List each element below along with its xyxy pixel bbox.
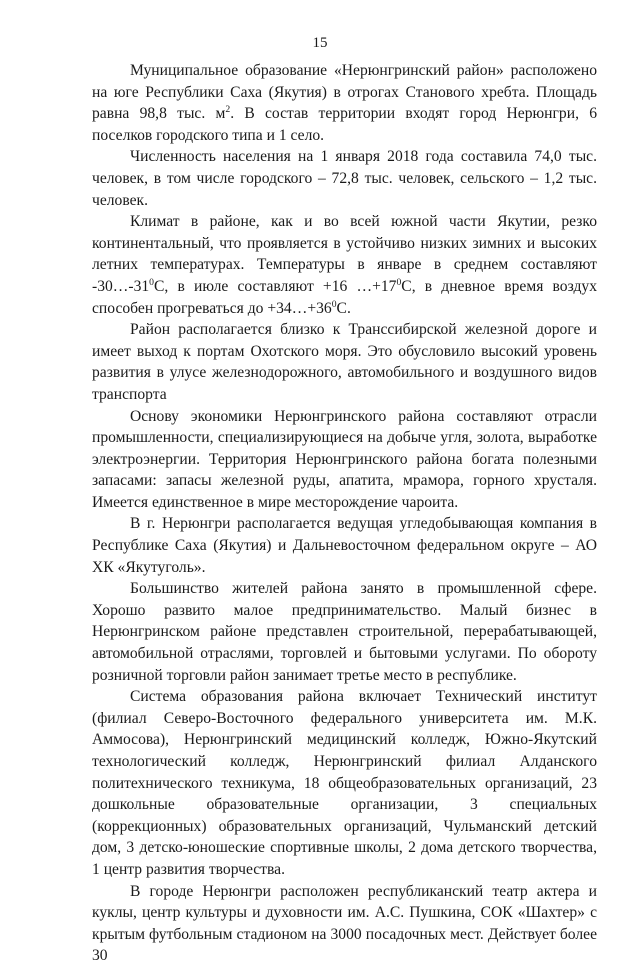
text-run: Район располагается близко к Транссибирской железной дороге и имеет выход к портам Охотского моря. Это обусловило высокий уровень развития в улусе железнодорожного, автомобильного и воздушного видов транспорта <box>92 321 597 403</box>
text-run: . В состав территории входят город Нерюнгри, 6 поселков городского типа и 1 село. <box>92 105 598 144</box>
superscript: 2 <box>225 104 231 115</box>
text-run: С, в июле составляют +16 …+17 <box>154 277 397 295</box>
superscript: 0 <box>149 276 154 288</box>
paragraph-location <box>92 60 597 146</box>
text-run: С, в дневное время воздух способен прогреваться до +34…+36 <box>92 277 597 317</box>
document-body <box>92 60 597 967</box>
paragraph-culture <box>92 881 597 967</box>
superscript: 0 <box>331 298 337 310</box>
paragraph-economy <box>92 406 597 514</box>
text-run: Численность населения на 1 января 2018 года составила 74,0 тыс. человек, в том числе городского – 72,8 тыс. человек, сельского – 1,2 тыс. человек. <box>92 148 597 209</box>
text-run: Муниципальное образование «Нерюнгринский район» расположено на юге Республики Саха (Якутия) в отрогах Станового хребта. Площадь равна 98,8 тыс. м <box>92 62 597 123</box>
text-run: С. <box>336 299 351 317</box>
superscript: 0 <box>396 276 402 288</box>
paragraph-education <box>92 686 597 880</box>
paragraph-transport <box>92 319 597 405</box>
text-run: Основу экономики Нерюнгринского района составляют отрасли промышленности, специализирующиеся на добыче угля, золота, выработке электроэнергии. Территория Нерюнгринского района богата полезными запасами: запасы железной руды, апатита, мрамора, горного хрусталя. Имеется единственное в мире месторождение чароита. <box>92 407 597 511</box>
text-run: В г. Нерюнгри располагается ведущая угледобывающая компания в Республике Саха (Якутия) и Дальневосточном федеральном округе – АО ХК «Якутуголь». <box>92 515 597 576</box>
text-run: Большинство жителей района занято в промышленной сфере. Хорошо развито малое предпринимательство. Малый бизнес в Нерюнгринском районе представлен строительной, перерабатывающей, автомобильной отраслями, торговлей и бытовыми услугами. По обороту розничной торговли район занимает третье место в республике. <box>92 580 597 684</box>
paragraph-industry-business <box>92 578 597 686</box>
paragraph-coal-company <box>92 513 597 578</box>
page-number: 15 <box>312 35 328 51</box>
text-run: В городе Нерюнгри расположен республиканский театр актера и куклы, центр культуры и духовности им. А.С. Пушкина, СОК «Шахтер» с крытым футбольным стадионом на 3000 посадочных мест. Действует более 30 <box>92 882 597 965</box>
paragraph-population <box>92 146 597 211</box>
paragraph-climate <box>92 211 597 319</box>
text-run: Система образования района включает Технический институт (филиал Северо-Восточного федерального университета им. М.К. Аммосова), Нерюнгринский медицинский колледж, Южно-Якутский технологический колледж, Нерюнгринский филиал Алданского политехнического техникума, 18 общеобразовательных организаций, 23 дошкольные образовательные организации, 3 специальных (коррекционных) образовательных организаций, Чульманский детский дом, 3 детско-юношеские спортивные школы, 2 дома детского творчества, 1 центр развития творчества. <box>92 688 597 878</box>
text-run: Климат в районе, как и во всей южной части Якутии, резко континентальный, что проявляется в устойчиво низких зимних и высоких летних температурах. Температуры в январе в среднем составляют -30…-31 <box>92 213 597 295</box>
